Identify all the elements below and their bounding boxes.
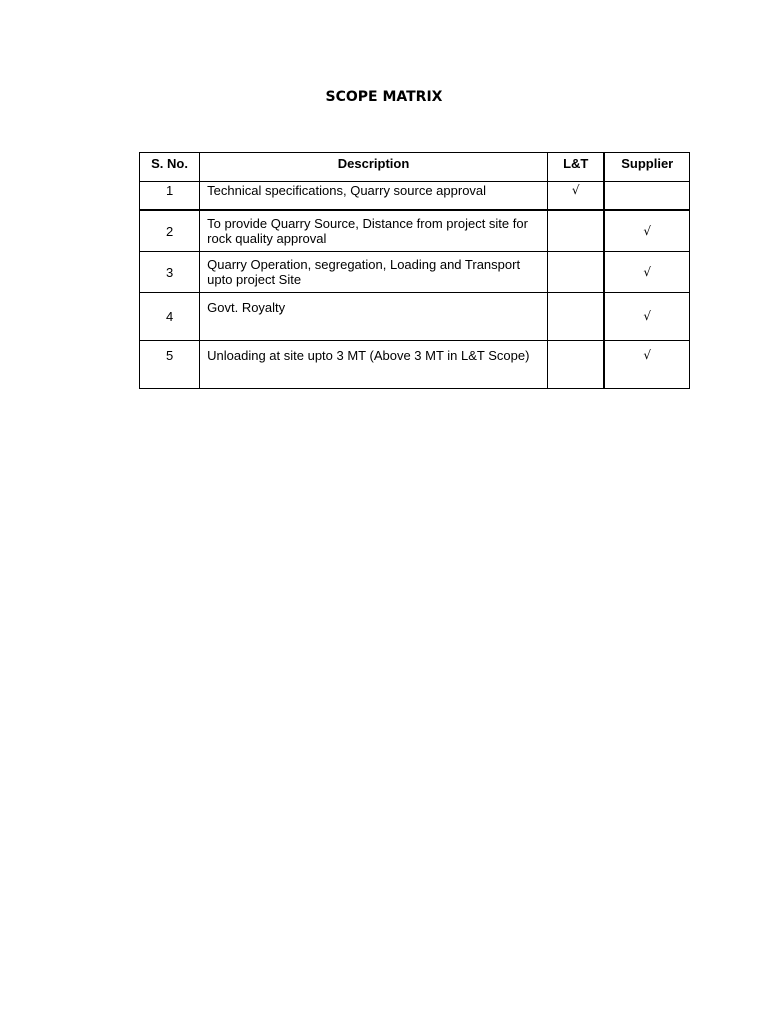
cell-supplier-check: √ (604, 252, 689, 293)
cell-lt-check (547, 341, 604, 389)
cell-supplier-check: √ (604, 293, 689, 341)
cell-lt-check (547, 293, 604, 341)
cell-description: Quarry Operation, segregation, Loading and Transport upto project Site (200, 252, 548, 293)
cell-supplier-check: √ (604, 210, 689, 252)
cell-lt-check (547, 252, 604, 293)
cell-sno: 4 (140, 293, 200, 341)
cell-description: Govt. Royalty (200, 293, 548, 341)
header-supplier: Supplier (604, 153, 689, 182)
cell-supplier-check: √ (604, 341, 689, 389)
cell-sno: 5 (140, 341, 200, 389)
cell-description: Technical specifications, Quarry source approval (200, 182, 548, 211)
page-title: SCOPE MATRIX (325, 89, 443, 105)
header-description: Description (200, 153, 548, 182)
table-row (140, 341, 690, 389)
cell-sno: 3 (140, 252, 200, 293)
cell-supplier-check (604, 182, 689, 211)
table-header-row (140, 153, 690, 182)
table-row (140, 182, 690, 211)
cell-description: Unloading at site upto 3 MT (Above 3 MT in L&T Scope) (200, 341, 548, 389)
cell-sno: 2 (140, 210, 200, 252)
cell-description: To provide Quarry Source, Distance from project site for rock quality approval (200, 210, 548, 252)
table-row (140, 252, 690, 293)
table-row (140, 210, 690, 252)
scope-matrix-table (139, 152, 690, 389)
cell-lt-check (547, 210, 604, 252)
header-lt: L&T (547, 153, 604, 182)
header-sno: S. No. (140, 153, 200, 182)
cell-lt-check: √ (547, 182, 604, 211)
table-row (140, 293, 690, 341)
cell-sno: 1 (140, 182, 200, 211)
